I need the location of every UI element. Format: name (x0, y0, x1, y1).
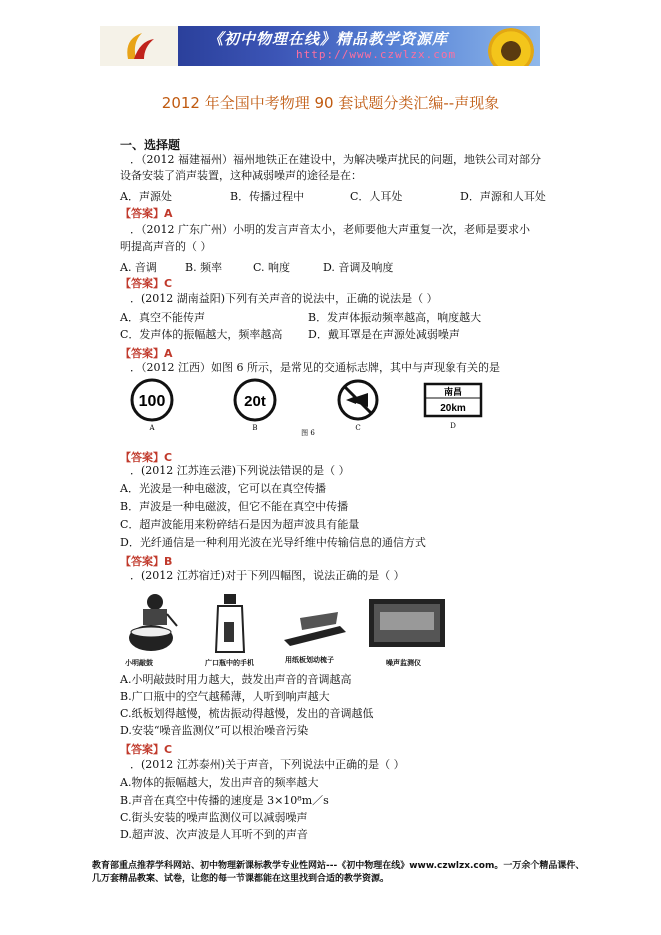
label-d: D (450, 422, 456, 430)
option-a: A. 音调 (120, 261, 157, 274)
question-2-options (120, 259, 393, 275)
caption-4: 噪声监测仪 (386, 659, 421, 667)
option-a: A．真空不能传声 (120, 311, 205, 324)
header-banner (100, 26, 540, 66)
option-a: A.物体的振幅越大，发出声音的频率越大 (120, 776, 319, 789)
question-4-line-1: ．（2012 江西）如图 6 所示，是常见的交通标志牌，其中与声现象有关的是 (130, 361, 500, 374)
question-1-options (120, 188, 546, 204)
option-d: D. 音调及响度 (323, 261, 394, 274)
distance-sign (425, 384, 481, 416)
speed-limit-sign (132, 380, 172, 420)
option-b: B.声音在真空中传播的速度是 3×10⁸m／s (120, 794, 329, 807)
answer-1: 【答案】A (120, 207, 173, 220)
answer-3: 【答案】A (120, 347, 173, 360)
answer-2: 【答案】C (120, 277, 173, 290)
question-1-line-1: ．（2012 福建福州）福州地铁正在建设中，为解决噪声扰民的问题，地铁公司对部分 (130, 153, 541, 166)
answer-5: 【答案】B (120, 555, 173, 568)
answer-6: 【答案】C (120, 743, 173, 756)
sign-d-bottom: 20km (440, 403, 466, 414)
sunflower-image (488, 28, 534, 66)
weight-limit-sign (235, 380, 275, 420)
option-d: D．戴耳罩是在声源处减弱噪声 (308, 328, 460, 341)
section-heading: 一、选择题 (120, 138, 181, 152)
option-a: A.小明敲鼓时用力越大，鼓发出声音的音调越高 (120, 673, 352, 686)
option-d: D．光纤通信是一种利用光波在光导纤维中传输信息的通信方式 (120, 536, 426, 549)
sign-d-top: 南昌 (443, 388, 463, 398)
label-b: B (252, 424, 258, 432)
option-b: B．传播过程中 (230, 190, 305, 203)
option-c: C．人耳处 (350, 190, 403, 203)
question-3-options-row-2 (120, 326, 460, 342)
question-3-line-1: ．(2012 湖南益阳)下列有关声音的说法中，正确的说法是（ ） (130, 292, 438, 305)
option-b: B．发声体振动频率越高，响度越大 (308, 311, 482, 324)
option-c: C.纸板划得越慢，梳齿振动得越慢，发出的音调越低 (120, 707, 374, 720)
option-c: C.街头安装的噪声监测仪可以减弱噪声 (120, 811, 308, 824)
sign-a-text: 100 (138, 393, 166, 410)
page-title: 2012 年全国中考物理 90 套试题分类汇编--声现象 (161, 94, 500, 112)
option-b: B. 频率 (185, 261, 223, 274)
question-6-line-1: ．(2012 江苏宿迁)对于下列四幅图，说法正确的是（ ） (130, 569, 405, 582)
option-d: D.超声波、次声波是人耳听不到的声音 (120, 828, 308, 841)
option-a: A．声源处 (120, 190, 172, 203)
label-c: C (355, 424, 361, 432)
figure-caption: 图 6 (301, 429, 315, 436)
banner-title: 《初中物理在线》精品教学资源库 (208, 30, 449, 48)
question-1-line-2: 设备安装了消声装置，这种减弱噪声的途径是在： (120, 169, 362, 182)
sign-b-text: 20t (244, 393, 266, 410)
question-2-line-1: ．（2012 广东广州）小明的发言声音太小，老师要他大声重复一次，老师是要求小 (130, 223, 530, 236)
question-5-line-1: ．(2012 江苏连云港)下列说法错误的是（ ） (130, 464, 350, 477)
answer-4: 【答案】C (120, 451, 173, 464)
option-d: D．声源和人耳处 (460, 190, 546, 203)
caption-2: 广口瓶中的手机 (205, 659, 254, 667)
traffic-signs-figure (120, 378, 540, 436)
banner-url[interactable]: http://www.czwlzx.com (296, 48, 457, 61)
footer-text: 教育部重点推荐学科网站、初中物理新课标教学专业性网站---《初中物理在线》www.czwlzx.com。一万余个精品课件、几万套精品教案、试卷，让您的每一节课都能在这里找到合适的教学资源。 (92, 861, 585, 884)
question-2-line-2: 明提高声音的（ ） (120, 240, 212, 253)
jar-phone-image (210, 592, 250, 654)
no-horn-sign (339, 381, 377, 419)
noise-monitor-image (368, 598, 446, 648)
option-a: A．光波是一种电磁波，它可以在真空传播 (120, 482, 326, 495)
option-b: B．声波是一种电磁波，但它不能在真空中传播 (120, 500, 349, 513)
question-3-options-row-1 (120, 309, 481, 325)
caption-1: 小明敲鼓 (125, 659, 153, 667)
option-c: C．发声体的振幅越大，频率越高 (120, 328, 283, 341)
caption-3: 用纸板划动梳子 (285, 656, 334, 664)
option-d: D.安装“噪音监测仪”可以根治噪音污染 (120, 724, 309, 737)
option-c: C．超声波能用来粉碎结石是因为超声波具有能量 (120, 518, 360, 531)
drum-boy-image (125, 592, 185, 654)
option-b: B.广口瓶中的空气越稀薄，人听到响声越大 (120, 690, 330, 703)
label-a: A (149, 424, 155, 432)
site-logo (100, 26, 178, 66)
question-7-line-1: ．(2012 江苏泰州)关于声音，下列说法中正确的是（ ） (130, 758, 405, 771)
option-c: C. 响度 (253, 261, 291, 274)
comb-cardboard-image (280, 608, 350, 648)
